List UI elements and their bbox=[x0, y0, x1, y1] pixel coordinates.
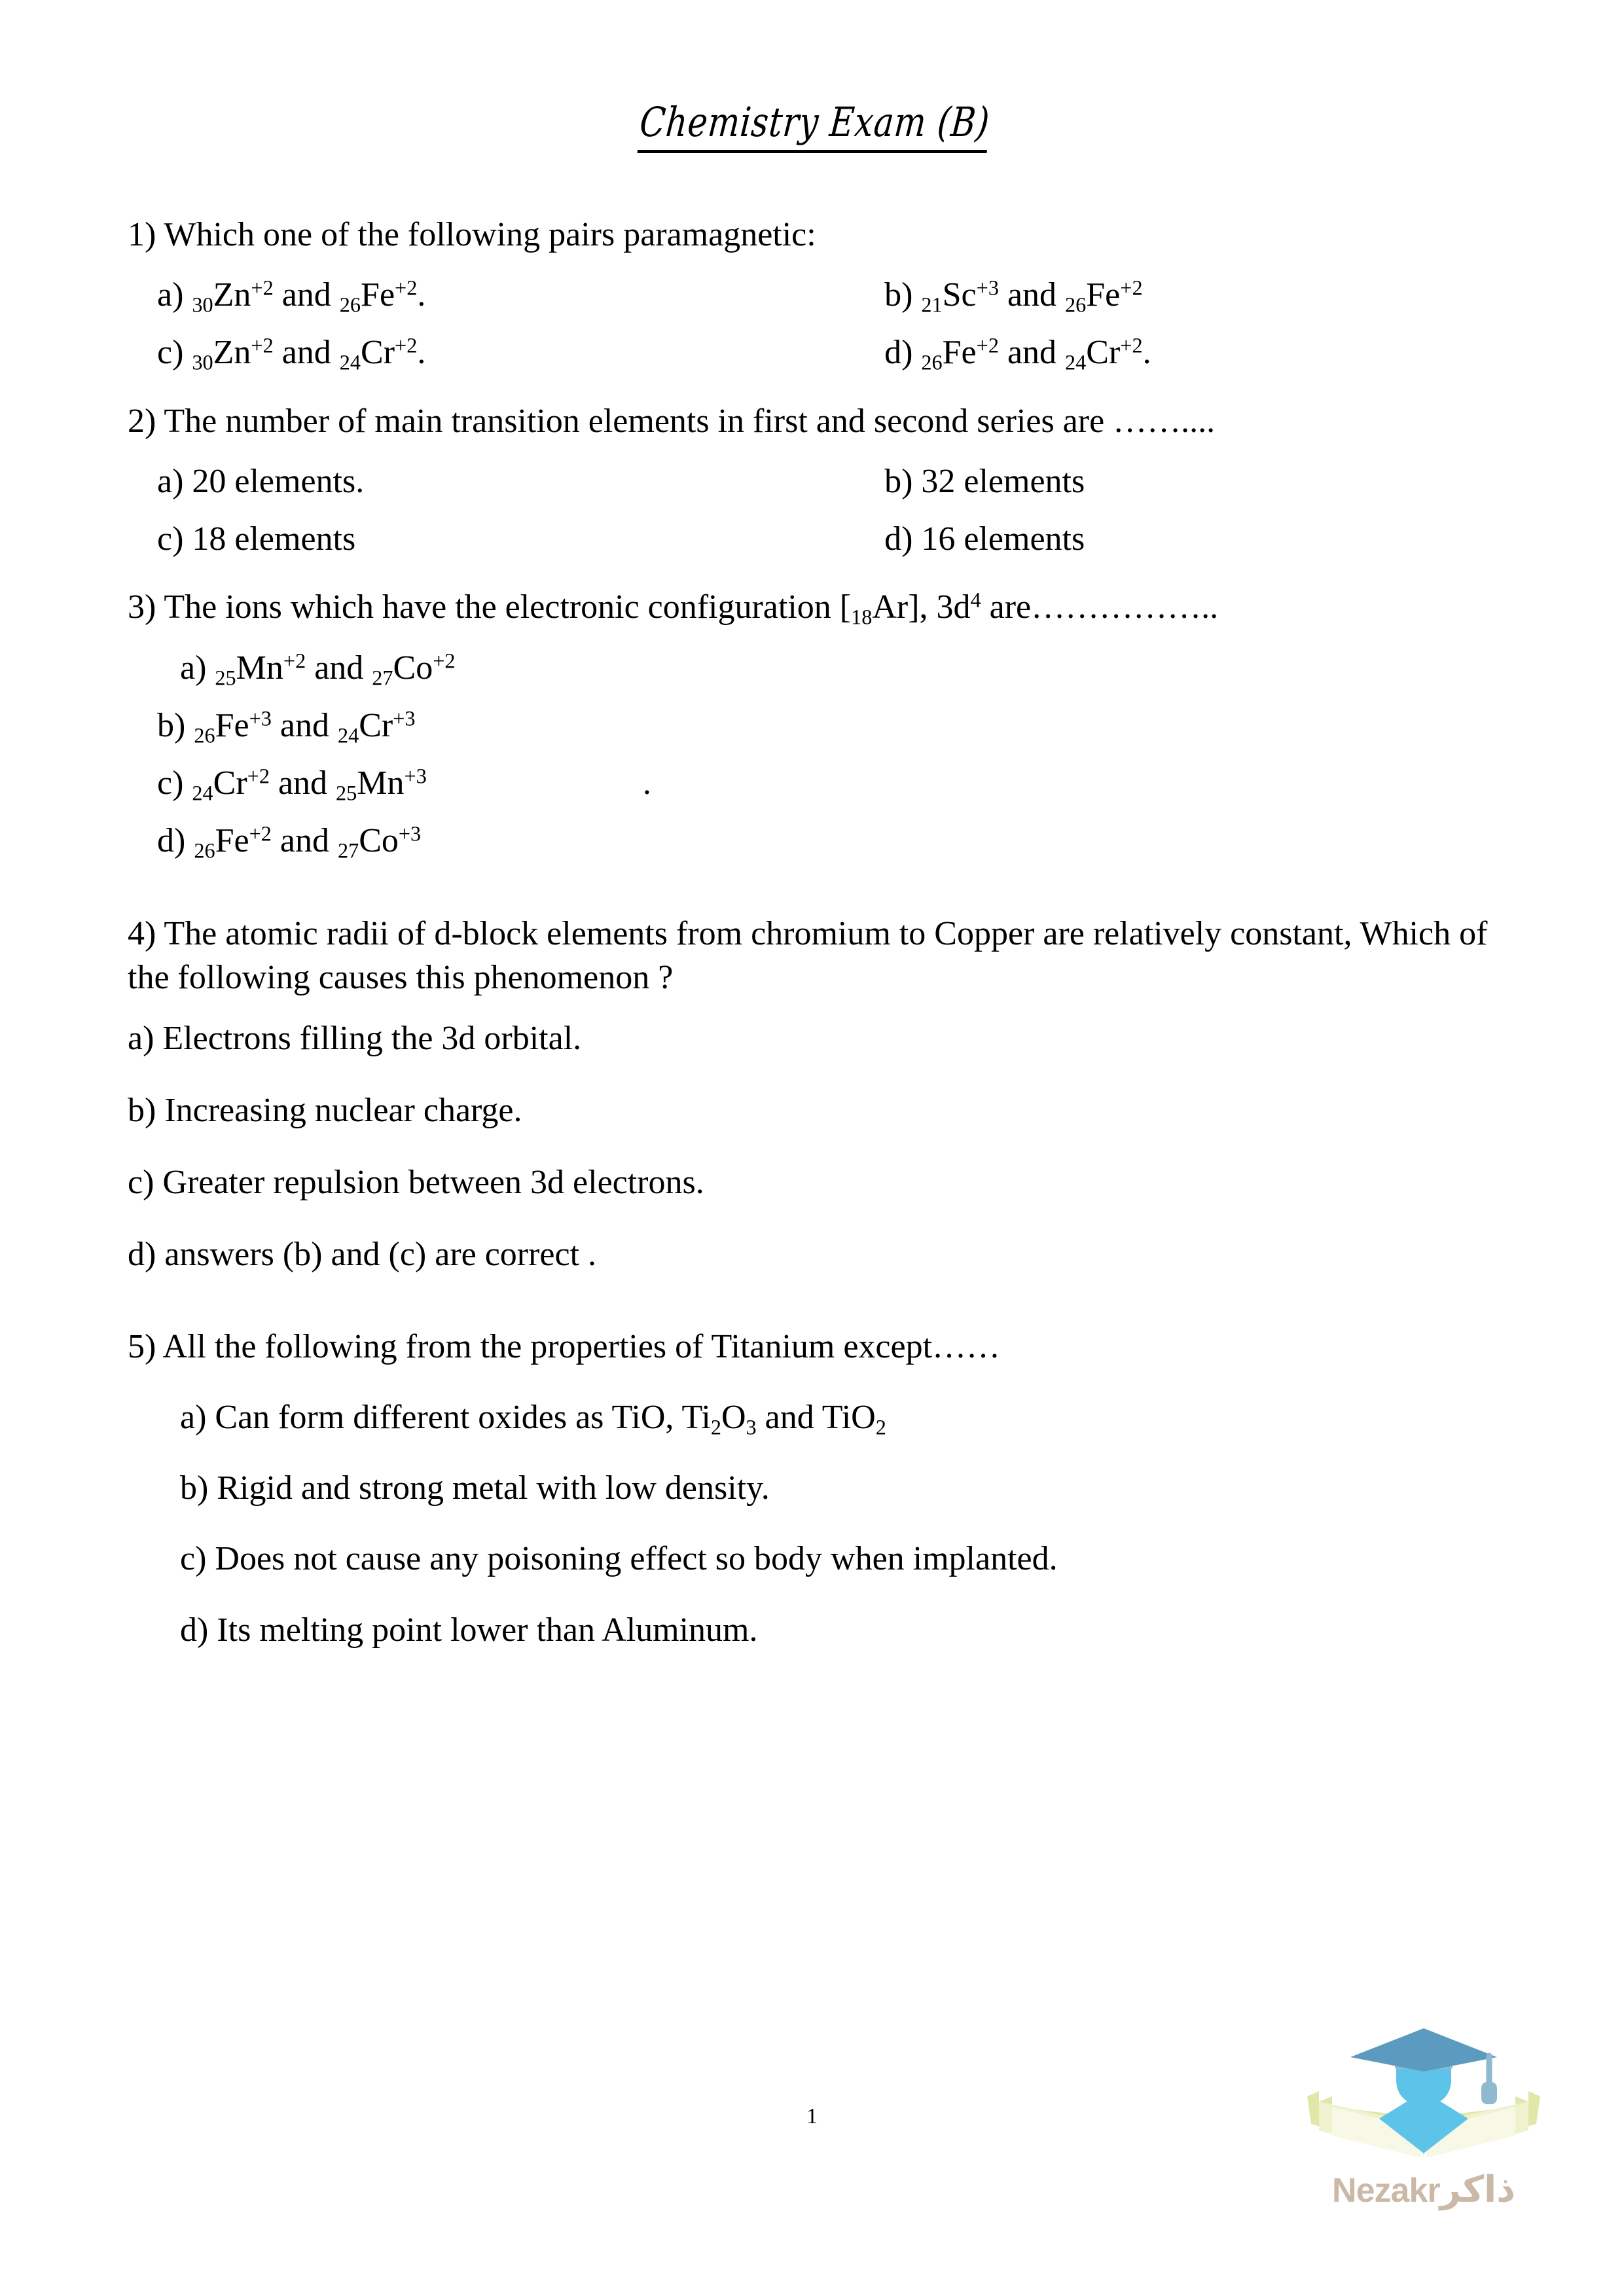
question-1-option-c[interactable]: c) $_{30}Zn^{+2}$ and $_{24}Cr^{+2}$. bbox=[157, 333, 426, 375]
question-5-option-a[interactable]: a) Can form different oxides as TiO, $Ti_2O_3$ and TiO$_2$ bbox=[180, 1398, 886, 1439]
question-1-option-d[interactable]: d) $_{26}Fe^{+2}$ and $_{24}Cr^{+2}$. bbox=[884, 333, 1151, 375]
exam-body bbox=[128, 216, 1502, 1682]
question-1-option-b[interactable]: b) $_{21}Sc^{+3}$ and $_{26}Fe^{+2}$ bbox=[884, 276, 1143, 317]
question-1-stem: 1) Which one of the following pairs paramagnetic: bbox=[128, 216, 816, 253]
question-4-option-a[interactable]: a) Electrons filling the 3d orbital. bbox=[128, 1019, 582, 1057]
question-5-option-c[interactable]: c) Does not cause any poisoning effect so body when implanted. bbox=[180, 1540, 1058, 1578]
page-number: 1 bbox=[806, 2104, 818, 2128]
question-3-option-d[interactable]: d) $_{26}Fe^{+2}$ and $_{27}Co^{+3}$ bbox=[157, 821, 422, 863]
question-3-option-b[interactable]: b) $_{26}Fe^{+3}$ and $_{24}Cr^{+3}$ bbox=[157, 706, 416, 747]
question-1-option-a[interactable]: a) $_{30}Zn^{+2}$ and $_{26}Fe^{+2}$. bbox=[157, 276, 426, 317]
question-1-options-row-2 bbox=[128, 333, 1502, 375]
question-1-options-row-1 bbox=[128, 276, 1502, 317]
question-2-stem: 2) The number of main transition elements in first and second series are …….... bbox=[128, 402, 1216, 440]
logo-name-latin: Nezakr bbox=[1332, 2172, 1440, 2210]
question-2-option-c[interactable]: c) 18 elements bbox=[157, 520, 356, 558]
question-3-option-c[interactable]: c) $_{24}Cr^{+2}$ and $_{25}Mn^{+3}$ bbox=[157, 764, 427, 805]
title-container bbox=[0, 98, 1624, 153]
question-2-options-row-1 bbox=[128, 463, 1502, 501]
logo-name-arabic: ذاكر bbox=[1439, 2168, 1515, 2211]
question-3-option-a[interactable]: a) $_{25}Mn^{+2}$ and $_{27}Co^{+2}$ bbox=[180, 648, 456, 690]
question-4-option-c[interactable]: c) Greater repulsion between 3d electrons. bbox=[128, 1164, 704, 1202]
graduate-book-icon bbox=[1293, 2019, 1555, 2176]
question-2-option-a[interactable]: a) 20 elements. bbox=[157, 462, 365, 500]
question-5-stem: 5) All the following from the properties of Titanium except…… bbox=[128, 1327, 1001, 1365]
nezakr-logo bbox=[1293, 2019, 1555, 2261]
logo-wordmark bbox=[1293, 2168, 1555, 2211]
question-3-stem: 3) The ions which have the electronic configuration $[_{18}Ar]$, $3d^4$ are…………….. bbox=[128, 588, 1219, 630]
question-4-option-b[interactable]: b) Increasing nuclear charge. bbox=[128, 1092, 522, 1129]
question-4-stem: 4) The atomic radii of d-block elements from chromium to Copper are relatively constant, Which of the following causes this phenomenon ? bbox=[128, 914, 1488, 997]
stray-period-mark: . bbox=[642, 764, 651, 802]
question-2-option-b[interactable]: b) 32 elements bbox=[884, 462, 1085, 500]
question-4-option-d[interactable]: d) answers (b) and (c) are correct . bbox=[128, 1236, 597, 1274]
page-title: Chemistry Exam (B) bbox=[637, 98, 991, 153]
cap-board bbox=[1350, 2028, 1497, 2072]
question-3-option-c-row bbox=[128, 764, 1502, 805]
question-2-options-row-2 bbox=[128, 520, 1502, 558]
cap-tassel bbox=[1481, 2082, 1497, 2104]
question-5-option-d[interactable]: d) Its melting point lower than Aluminum. bbox=[180, 1611, 758, 1649]
question-5-option-b[interactable]: b) Rigid and strong metal with low density. bbox=[180, 1469, 770, 1507]
question-2-option-d[interactable]: d) 16 elements bbox=[884, 520, 1085, 558]
